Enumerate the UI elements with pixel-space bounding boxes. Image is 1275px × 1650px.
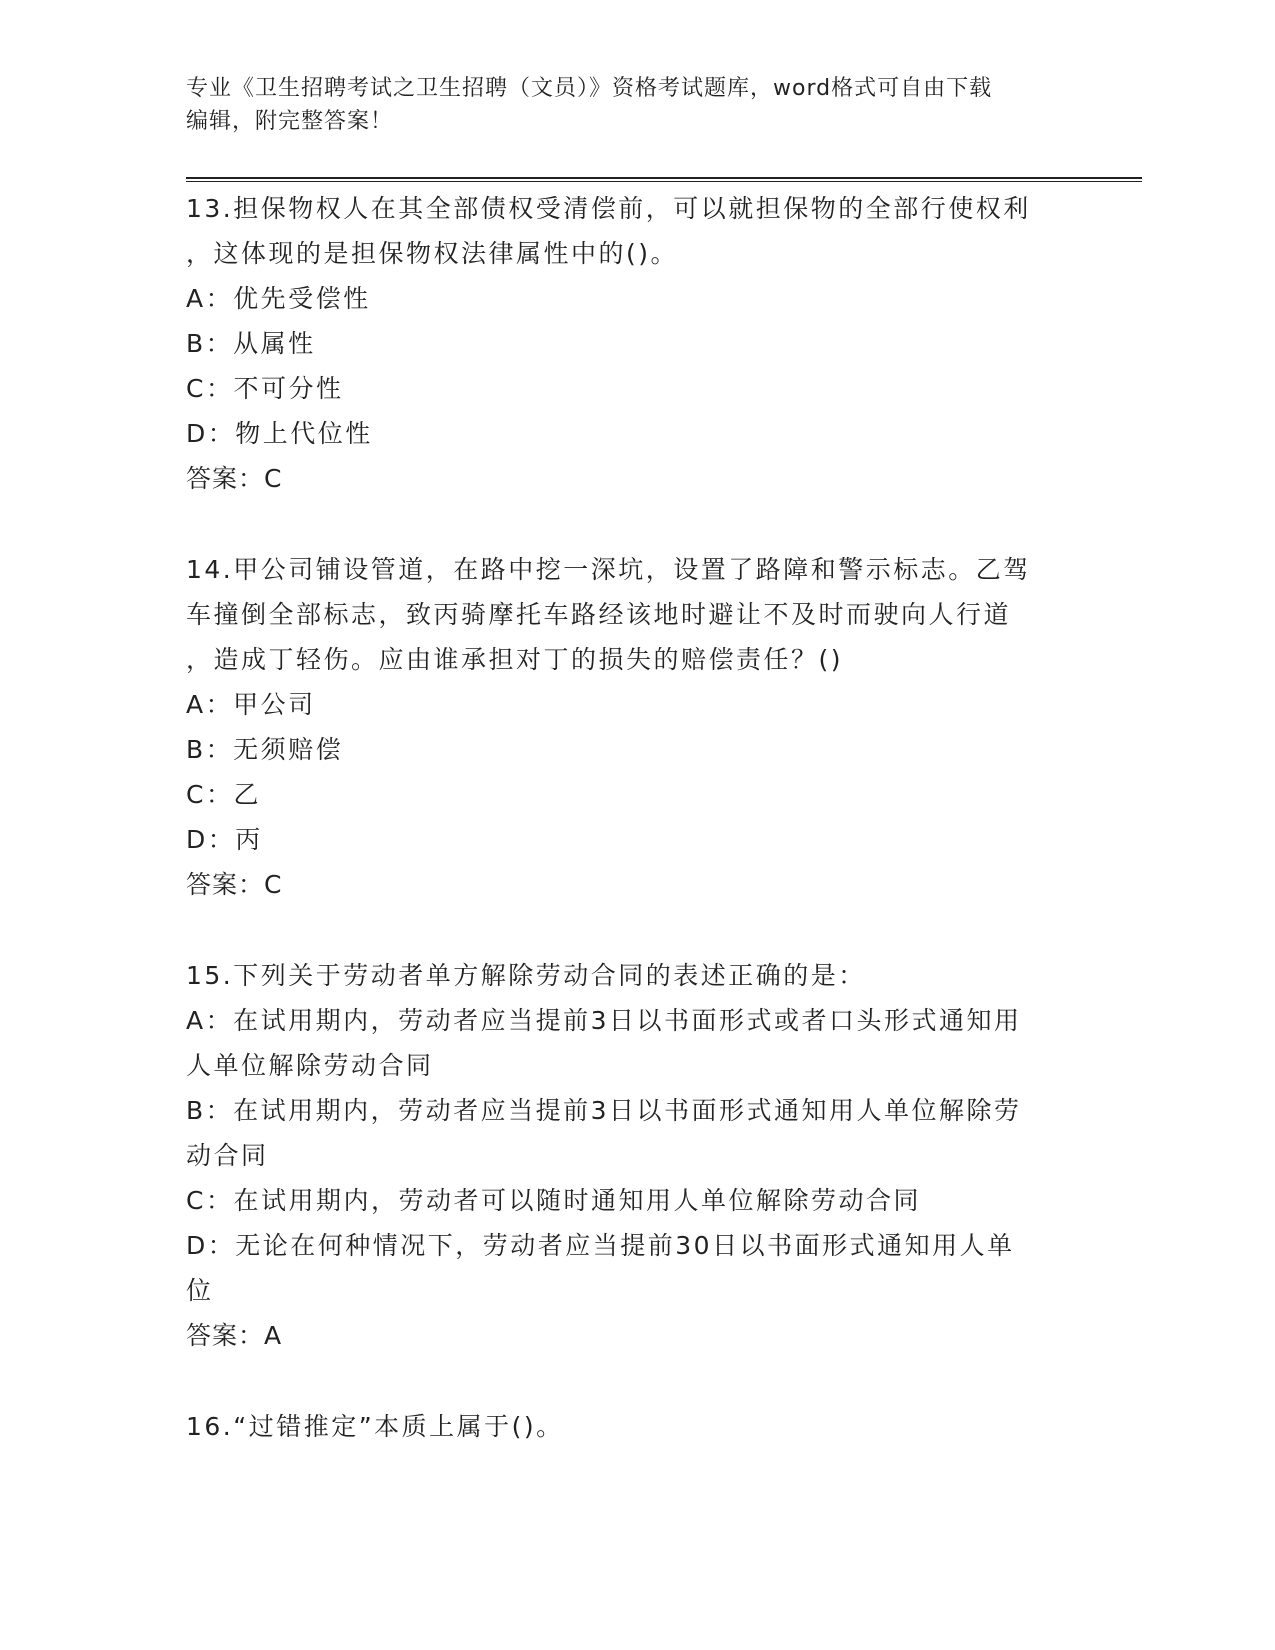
option-d-cont: 位 (186, 1276, 214, 1305)
document-header (186, 72, 1066, 138)
answer-line: 答案：C (186, 870, 283, 899)
option-a: A：甲公司 (186, 690, 316, 719)
question-13 (186, 186, 1066, 501)
question-stem: 15.下列关于劳动者单方解除劳动合同的表述正确的是： (186, 961, 866, 990)
question-16 (186, 1404, 1066, 1449)
spacer (186, 1358, 1066, 1404)
question-stem: 车撞倒全部标志，致丙骑摩托车路经该地时避让不及时而驶向人行道 (186, 600, 1012, 629)
answer-line: 答案：C (186, 464, 283, 493)
option-b: B：从属性 (186, 329, 316, 358)
question-stem: 16.“过错推定”本质上属于()。 (186, 1412, 564, 1441)
answer-line: 答案：A (186, 1321, 283, 1350)
question-stem: 13.担保物权人在其全部债权受清偿前，可以就担保物的全部行使权利 (186, 194, 1031, 223)
header-line-1: 专业《卫生招聘考试之卫生招聘（文员）》资格考试题库，word格式可自由下载 (186, 76, 993, 101)
option-c: C：不可分性 (186, 374, 344, 403)
question-14 (186, 547, 1066, 907)
option-a: A：在试用期内，劳动者应当提前3日以书面形式或者口头形式通知用 (186, 1006, 1022, 1035)
option-c: C：在试用期内，劳动者可以随时通知用人单位解除劳动合同 (186, 1186, 921, 1215)
question-list (186, 186, 1066, 1449)
option-c: C：乙 (186, 780, 261, 809)
question-15 (186, 953, 1066, 1358)
question-stem: ，造成丁轻伤。应由谁承担对丁的损失的赔偿责任？() (186, 645, 844, 674)
option-d: D：无论在何种情况下，劳动者应当提前30日以书面形式通知用人单 (186, 1231, 1015, 1260)
option-b: B：在试用期内，劳动者应当提前3日以书面形式通知用人单位解除劳 (186, 1096, 1022, 1125)
header-divider (186, 177, 1142, 182)
option-d: D：丙 (186, 825, 263, 854)
spacer (186, 501, 1066, 547)
option-a: A：优先受偿性 (186, 284, 371, 313)
question-stem: 14.甲公司铺设管道，在路中挖一深坑，设置了路障和警示标志。乙驾 (186, 555, 1031, 584)
option-b-cont: 动合同 (186, 1141, 269, 1170)
option-a-cont: 人单位解除劳动合同 (186, 1051, 434, 1080)
option-d: D：物上代位性 (186, 419, 373, 448)
header-line-2: 编辑，附完整答案！ (186, 109, 394, 134)
spacer (186, 907, 1066, 953)
option-b: B：无须赔偿 (186, 735, 344, 764)
question-stem: ，这体现的是担保物权法律属性中的()。 (186, 239, 679, 268)
